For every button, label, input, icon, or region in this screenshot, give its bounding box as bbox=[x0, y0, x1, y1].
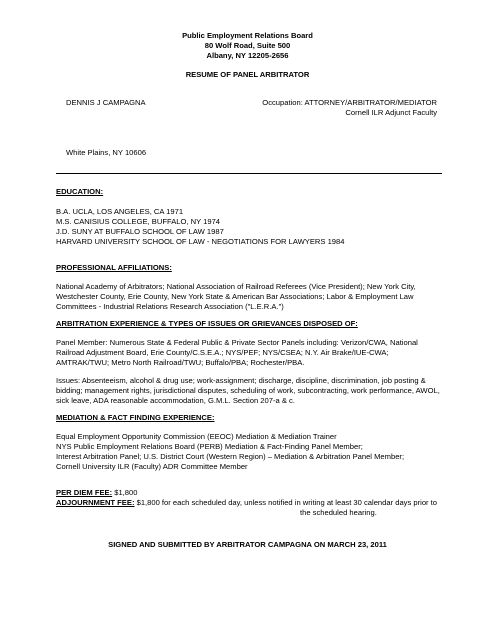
issues-line: Issues: Absenteeism, alcohol & drug use; work-assignment; discharge, discipline, discrimination, job posting & bbox=[56, 376, 426, 385]
mediation-heading: MEDIATION & FACT FINDING EXPERIENCE: bbox=[56, 413, 215, 422]
fees-section bbox=[56, 488, 444, 508]
occupation-line-2: Cornell ILR Adjunct Faculty bbox=[345, 108, 437, 117]
education-item: M.S. CANISIUS COLLEGE, BUFFALO, NY 1974 bbox=[56, 216, 221, 226]
adjournment-value: $1,800 for each scheduled day, unless notified in writing at least 30 calendar days prior to bbox=[134, 497, 438, 507]
education-item: HARVARD UNIVERSITY SCHOOL OF LAW - NEGOTIATIONS FOR LAWYERS 1984 bbox=[56, 236, 345, 246]
education-item: J.D. SUNY AT BUFFALO SCHOOL OF LAW 1987 bbox=[56, 226, 224, 236]
header-divider bbox=[56, 173, 442, 174]
experience-heading: ARBITRATION EXPERIENCE & TYPES OF ISSUES OR GRIEVANCES DISPOSED OF: bbox=[56, 319, 358, 328]
per-diem-label: PER DIEM FEE: bbox=[56, 488, 113, 497]
org-address-line1: 80 Wolf Road, Suite 500 bbox=[204, 41, 291, 50]
adjournment-value-continued: the scheduled hearing. bbox=[300, 508, 377, 517]
mediation-section bbox=[56, 413, 444, 423]
panel-line: Panel Member: Numerous State & Federal Public & Private Sector Panels including: Verizon/CWA, National bbox=[56, 338, 418, 347]
education-item: B.A. UCLA, LOS ANGELES, CA 1971 bbox=[56, 207, 184, 216]
affiliations-line: Westchester County, Erie County, New York State & American Bar Associations; Labor & Employment Law bbox=[56, 291, 414, 301]
education-list bbox=[56, 207, 444, 246]
adjournment-label: ADJOURNMENT FEE: bbox=[56, 497, 135, 507]
mediation-line: Interest Arbitration Panel; U.S. District Court (Western Region) – Mediation & Arbitration Panel Member; bbox=[56, 451, 405, 461]
panel-line: Railroad Adjustment Board, Erie County/C.S.E.A.; NYS/PEF; NYS/CSEA; N.Y. Air Brake/IUE-CWA; bbox=[56, 347, 389, 357]
issues-line: sick leave, ADA reasonable accommodation, G.M.L. Section 207-a & c. bbox=[56, 395, 295, 405]
panel-line: AMTRAK/TWU; Metro North Railroad/TWU; Buffalo/PBA; Rochester/PBA. bbox=[56, 357, 305, 367]
affiliations-line: National Academy of Arbitrators; National Association of Railroad Referees (Vice President); New York City, bbox=[56, 282, 416, 291]
org-name: Public Employment Relations Board bbox=[182, 31, 313, 40]
mediation-line: NYS Public Employment Relations Board (PERB) Mediation & Fact-Finding Panel Member; bbox=[56, 441, 363, 451]
document-title: RESUME OF PANEL ARBITRATOR bbox=[185, 70, 310, 79]
affiliations-line: Committees - Industrial Relations Research Association ("L.E.R.A.") bbox=[56, 301, 284, 311]
per-diem-value: $1,800 bbox=[112, 488, 138, 497]
affiliations-heading: PROFESSIONAL AFFILIATIONS: bbox=[56, 263, 172, 272]
education-heading: EDUCATION: bbox=[56, 187, 104, 196]
issues-line: bidding; management rights, jurisdictional disputes, scheduling of work, subcontracting, work performance, AWOL, bbox=[56, 385, 440, 395]
mediation-line: Equal Employment Opportunity Commission (EEOC) Mediation & Mediation Trainer bbox=[56, 432, 337, 441]
arbitrator-name: DENNIS J CAMPAGNA bbox=[66, 98, 146, 107]
affiliations-section bbox=[56, 263, 444, 273]
mediation-line: Cornell University ILR (Faculty) ADR Committee Member bbox=[56, 461, 248, 471]
education-section bbox=[56, 187, 444, 197]
panel-member-text bbox=[56, 338, 444, 368]
mediation-text bbox=[56, 432, 444, 471]
experience-section bbox=[56, 319, 444, 329]
org-address-line2: Albany, NY 12205-2656 bbox=[206, 51, 289, 60]
arbitrator-location: White Plains, NY 10606 bbox=[66, 148, 147, 157]
signature-line: SIGNED AND SUBMITTED BY ARBITRATOR CAMPAGNA ON MARCH 23, 2011 bbox=[108, 540, 387, 549]
occupation-line-1: Occupation: ATTORNEY/ARBITRATOR/MEDIATOR bbox=[262, 98, 437, 107]
issues-text bbox=[56, 376, 444, 406]
affiliations-text bbox=[56, 282, 444, 312]
